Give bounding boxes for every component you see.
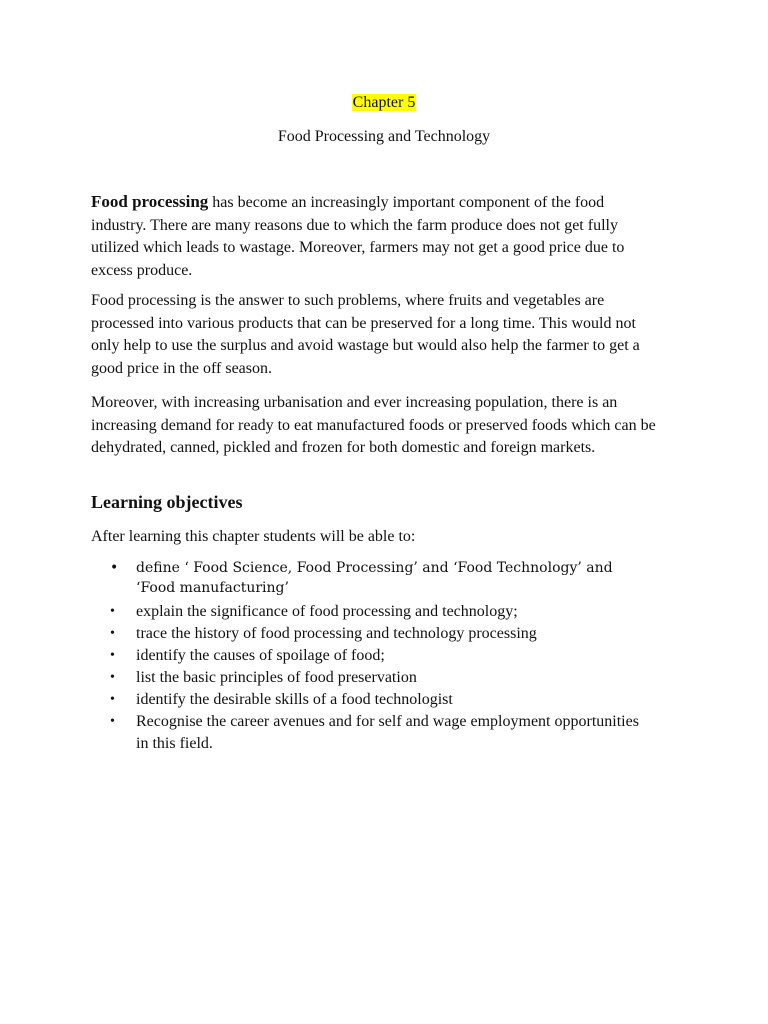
bullet-icon: • bbox=[110, 670, 115, 685]
bullet-icon: • bbox=[110, 648, 115, 663]
list-item-text: trace the history of food processing and technology processing bbox=[136, 625, 537, 642]
list-item-text: list the basic principles of food preservation bbox=[136, 669, 417, 686]
list-item bbox=[91, 689, 651, 711]
list-item-text: define ‘ Food Science, Food Processing’ and ‘Food Technology’ and ‘Food manufacturing’ bbox=[136, 560, 613, 596]
objectives-list bbox=[91, 558, 651, 755]
list-item bbox=[91, 667, 651, 689]
list-item bbox=[91, 558, 651, 598]
list-item-text: explain the significance of food processing and technology; bbox=[136, 603, 518, 620]
solution-paragraph: Food processing is the answer to such problems, where fruits and vegetables are processed into various products that can be preserved for a long time. This would not only help to use the surplus and avoid wastage but would also help the farmer to get a good price in the off season. bbox=[91, 292, 640, 377]
bullet-icon: • bbox=[110, 604, 115, 619]
chapter-title: Food Processing and Technology bbox=[277, 128, 491, 145]
list-item-text: Recognise the career avenues and for self and wage employment opportunities in this field. bbox=[136, 713, 639, 752]
lead-term: Food processing bbox=[91, 192, 209, 211]
bullet-icon: • bbox=[110, 626, 115, 641]
bullet-icon: • bbox=[110, 560, 119, 576]
chapter-label bbox=[0, 92, 768, 114]
objectives-intro: After learning this chapter students will be able to: bbox=[91, 528, 416, 545]
intro-paragraph bbox=[91, 191, 661, 282]
learning-objectives-heading: Learning objectives bbox=[91, 492, 243, 512]
list-item bbox=[91, 601, 651, 623]
list-item bbox=[91, 623, 651, 645]
list-item bbox=[91, 645, 651, 667]
demand-paragraph: Moreover, with increasing urbanisation and ever increasing population, there is an increasing demand for ready to eat manufactured foods or preserved foods which can be dehydrated, canned, pickled and frozen for both domestic and foreign markets. bbox=[91, 394, 656, 456]
bullet-icon: • bbox=[110, 692, 115, 707]
list-item-text: identify the desirable skills of a food technologist bbox=[136, 691, 453, 708]
list-item-text: identify the causes of spoilage of food; bbox=[136, 647, 385, 664]
bullet-icon: • bbox=[110, 714, 115, 729]
chapter-highlight: Chapter 5 bbox=[352, 94, 416, 111]
intro-paragraph-text: has become an increasingly important component of the food industry. There are many reasons due to which the farm produce does not get fully utilized which leads to wastage. Moreover, farmers may not get a good price due to excess produce. bbox=[91, 194, 625, 279]
list-item bbox=[91, 711, 651, 755]
